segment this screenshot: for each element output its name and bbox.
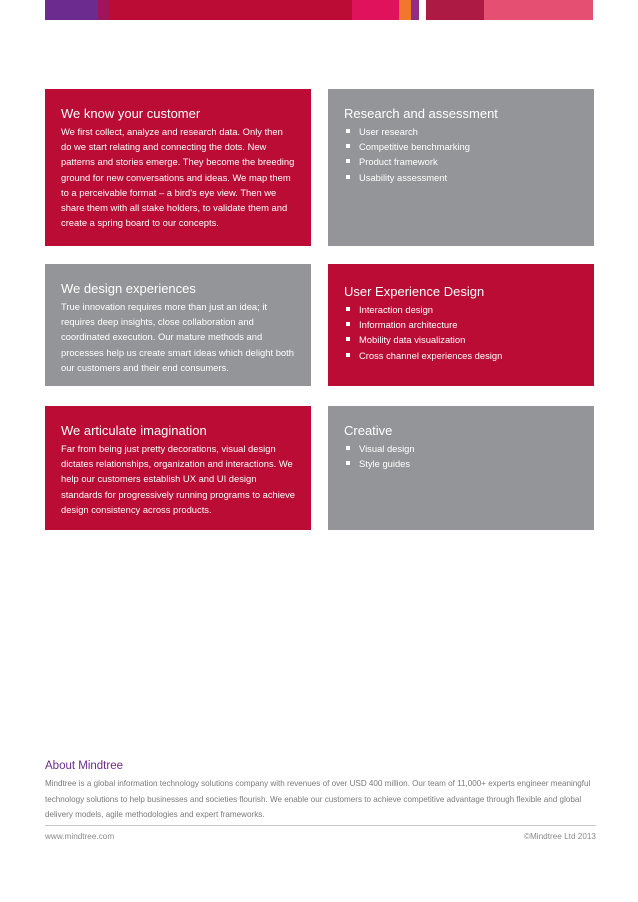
top-bar-segment: [109, 0, 352, 20]
list-item: Information architecture: [344, 317, 578, 332]
top-bar-segment: [45, 0, 98, 20]
panel-title: We articulate imagination: [61, 423, 207, 438]
square-bullet-icon: [346, 322, 350, 326]
footer-divider: [45, 825, 596, 826]
square-bullet-icon: [346, 461, 350, 465]
list-item: Product framework: [344, 154, 578, 169]
bullet-list: [344, 302, 578, 363]
square-bullet-icon: [346, 175, 350, 179]
panel-articulate-imagination: [45, 406, 311, 530]
panel-research-assessment: [328, 89, 594, 246]
about-text: Mindtree is a global information technology solutions company with revenues of over USD 400 million. Our team of 11,000+ experts engineer meaningful technology solutions to help businesses and societies flourish. We enable our customers to achieve competitive advantage through flexible and global delivery models, agile methodologies and expert frameworks.: [45, 779, 591, 819]
square-bullet-icon: [346, 307, 350, 311]
panel-design-experiences: [45, 264, 311, 386]
about-title: About Mindtree: [45, 760, 123, 772]
square-bullet-icon: [346, 353, 350, 357]
panel-title: User Experience Design: [344, 284, 485, 299]
top-bar-segment: [484, 0, 593, 20]
square-bullet-icon: [346, 129, 350, 133]
list-item: Competitive benchmarking: [344, 139, 578, 154]
list-item: Style guides: [344, 456, 578, 471]
panel-know-customer: [45, 89, 311, 246]
panel-title: Creative: [344, 423, 393, 438]
panel-text: We first collect, analyze and research data. Only then do we start relating and connecting the dots. New patterns and stories emerge. They become the breeding ground for new conversations and ideas. We map them to a perceivable format – a bird's eye view. Then we share them with all stake holders, to validate them and create a spring board to our concepts.: [61, 126, 295, 229]
top-bar-segment: [98, 0, 109, 20]
square-bullet-icon: [346, 446, 350, 450]
footer-copyright: ©Mindtree Ltd 2013: [523, 832, 596, 841]
panel-text: Far from being just pretty decorations, visual design dictates relationships, organization and interactions. We help our customers establish UX and UI design standards for progressively running programs to achieve design consistency across products.: [61, 443, 295, 515]
top-bar-segment: [399, 0, 411, 20]
panel-text: True innovation requires more than just an idea; it requires deep insights, close collaboration and coordinated execution. Our mature methods and processes help us create smart ideas which delight both our customers and their end consumers.: [61, 301, 294, 373]
list-item: Interaction design: [344, 302, 578, 317]
list-item: Usability assessment: [344, 170, 578, 185]
list-item: Cross channel experiences design: [344, 348, 578, 363]
footer-website-link[interactable]: www.mindtree.com: [45, 832, 115, 841]
square-bullet-icon: [346, 159, 350, 163]
panel-ux-design: [328, 264, 594, 386]
panel-title: Research and assessment: [344, 106, 498, 121]
panel-title: We know your customer: [61, 106, 201, 121]
panel-creative: [328, 406, 594, 530]
top-bar-segment: [426, 0, 484, 20]
panel-title: We design experiences: [61, 281, 196, 296]
list-item: User research: [344, 124, 578, 139]
bullet-list: [344, 441, 578, 471]
bullet-list: [344, 124, 578, 185]
top-bar-segment: [411, 0, 419, 20]
top-bar-segment: [352, 0, 399, 20]
list-item: Visual design: [344, 441, 578, 456]
list-item: Mobility data visualization: [344, 332, 578, 347]
square-bullet-icon: [346, 144, 350, 148]
square-bullet-icon: [346, 337, 350, 341]
